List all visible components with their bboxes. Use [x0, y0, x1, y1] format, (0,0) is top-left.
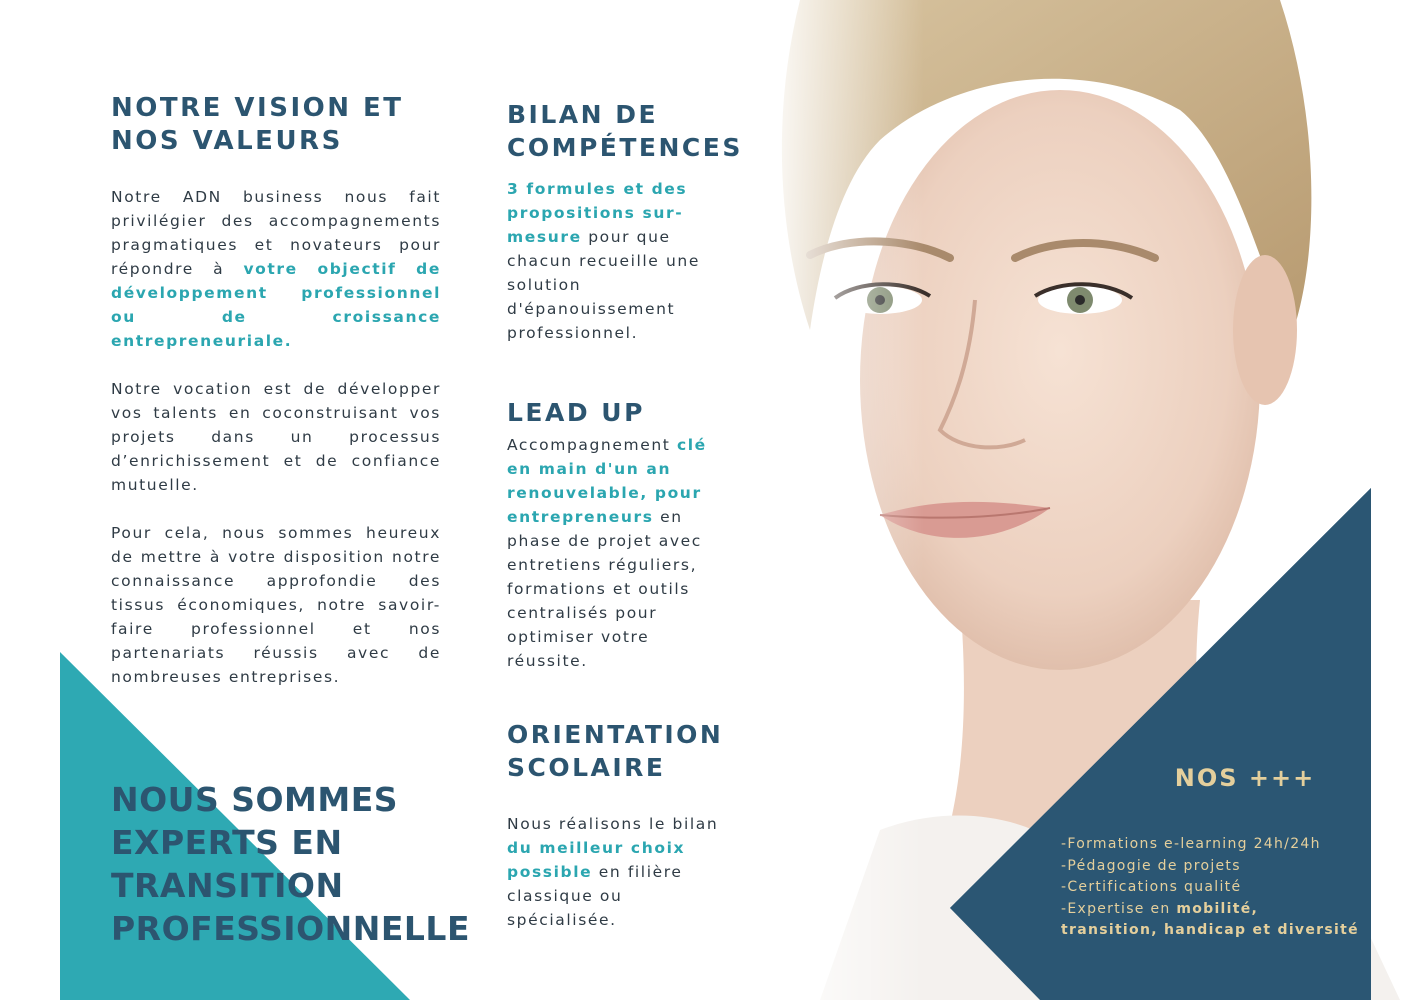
leadup-text-a: Accompagnement — [507, 436, 677, 454]
nos-item: -Formations e-learning 24h/24h — [1061, 836, 1321, 852]
orientation-text-a: Nous réalisons le bilan — [507, 815, 719, 833]
nos-item-last — [1061, 899, 1361, 942]
orientation-section — [507, 718, 722, 932]
bilan-rest: pour que chacun recueille une solution d'épanouissement professionnel. — [507, 228, 700, 342]
nos-title: NOS +++ — [1174, 764, 1316, 792]
orientation-rest: en filière classique ou spécialisée. — [507, 863, 683, 929]
leadup-text — [507, 433, 722, 673]
leadup-rest: en phase de projet avec entretiens réguliers, formations et outils centralisés pour optimiser votre réussite. — [507, 508, 702, 670]
nos-item: -Pédagogie de projets — [1061, 857, 1241, 874]
leadup-title: LEAD UP — [507, 398, 645, 427]
orientation-highlight: du meilleur choix possible — [507, 839, 686, 881]
bilan-section — [507, 98, 743, 345]
vision-title: NOTRE VISION ET NOS VALEURS — [111, 93, 404, 156]
vision-paragraph-3: Pour cela, nous sommes heureux de mettre à votre disposition notre connaissance approfondie des tissus économiques, notre savoir-faire professionnel et nos partenariats réussis avec de nombreuses entreprises. — [111, 524, 441, 686]
orientation-text — [507, 812, 722, 932]
vision-p1-highlight: votre objectif de développement professionnel ou de croissance entrepreneuriale. — [111, 260, 441, 350]
orientation-title: ORIENTATION SCOLAIRE — [507, 720, 724, 782]
leadup-highlight: clé en main d'un an renouvelable, pour entrepreneurs — [507, 436, 707, 526]
bilan-title: BILAN DE COMPÉTENCES — [507, 100, 743, 162]
bilan-text — [507, 177, 722, 345]
bilan-highlight: 3 formules et des propositions sur-mesure — [507, 180, 688, 246]
vision-p1-text: Notre ADN business nous fait privilégier des accompagnements pragmatiques et novateurs pour répondre à — [111, 188, 441, 278]
nos-list — [1061, 834, 1361, 942]
vision-paragraph-2: Notre vocation est de développer vos talents en coconstruisant vos projets dans un processus d’enrichissement et de confiance mutuelle. — [111, 380, 441, 494]
vision-paragraph-1 — [111, 185, 441, 353]
tagline-heading: NOUS SOMMES EXPERTS EN TRANSITION PROFESSIONNELLE — [111, 780, 470, 948]
nos-last-highlight: mobilité, transition, handicap et diversité — [1061, 900, 1359, 938]
nos-last-text: -Expertise en — [1061, 900, 1177, 917]
vision-section — [111, 92, 441, 713]
nos-item: -Certifications qualité — [1061, 879, 1242, 895]
leadup-section — [507, 396, 722, 673]
